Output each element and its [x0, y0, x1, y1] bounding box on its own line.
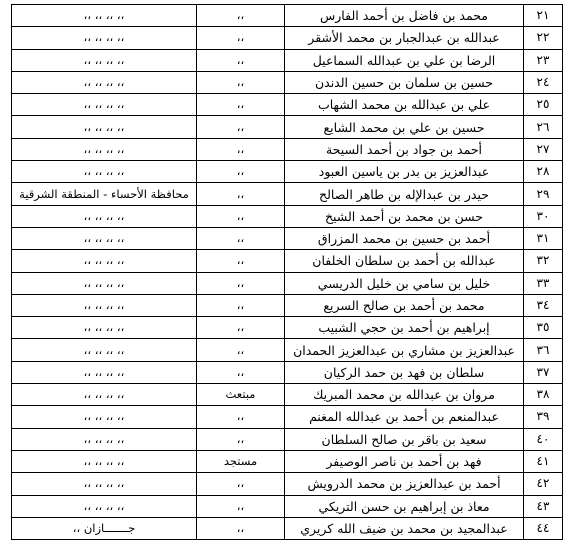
row-number-cell: ٤٢: [524, 473, 563, 495]
row-region-cell: ،، ،، ،، ،،: [12, 450, 197, 472]
row-region-cell: ،، ،، ،، ،،: [12, 227, 197, 249]
row-number-cell: ٣٤: [524, 294, 563, 316]
table-row: [12, 116, 563, 138]
row-number-cell: ٣١: [524, 227, 563, 249]
row-status-cell: ،،: [197, 205, 285, 227]
row-number-cell: ٢٢: [524, 27, 563, 49]
row-number-cell: ٣٦: [524, 339, 563, 361]
row-number-cell: ٤١: [524, 450, 563, 472]
row-region-cell: ،، ،، ،، ،،: [12, 384, 197, 406]
row-region-cell: ،، ،، ،، ،،: [12, 317, 197, 339]
row-region-cell: ،، ،، ،، ،،: [12, 71, 197, 93]
row-region-cell: ،، ،، ،، ،،: [12, 138, 197, 160]
row-name-cell: الرضا بن علي بن عبدالله السماعيل: [285, 49, 524, 71]
row-number-cell: ٣٨: [524, 384, 563, 406]
table-row: [12, 5, 563, 27]
table-row: [12, 406, 563, 428]
row-number-cell: ٢٩: [524, 183, 563, 205]
row-name-cell: إبراهيم بن أحمد بن حجي الشبيب: [285, 317, 524, 339]
row-number-cell: ٢٤: [524, 71, 563, 93]
table-row: [12, 205, 563, 227]
names-table: [11, 4, 563, 540]
row-status-cell: ،،: [197, 49, 285, 71]
row-name-cell: محمد بن أحمد بن صالح السريع: [285, 294, 524, 316]
row-status-cell: ،،: [197, 517, 285, 539]
row-name-cell: سعيد بن باقر بن صالح السلطان: [285, 428, 524, 450]
table-row: [12, 450, 563, 472]
row-region-cell: ،، ،، ،، ،،: [12, 161, 197, 183]
row-status-cell: ،،: [197, 5, 285, 27]
row-region-cell: ،، ،، ،، ،،: [12, 116, 197, 138]
table-row: [12, 71, 563, 93]
row-status-cell: ،،: [197, 317, 285, 339]
row-name-cell: عبدالمنعم بن أحمد بن عبدالله المغنم: [285, 406, 524, 428]
table-row: [12, 94, 563, 116]
row-status-cell: ،،: [197, 250, 285, 272]
row-number-cell: ٣٠: [524, 205, 563, 227]
table-row: [12, 339, 563, 361]
row-number-cell: ٣٩: [524, 406, 563, 428]
table-row: [12, 250, 563, 272]
row-status-cell: ،،: [197, 361, 285, 383]
row-number-cell: ٣٥: [524, 317, 563, 339]
row-name-cell: أحمد بن عبدالعزيز بن محمد الدرويش: [285, 473, 524, 495]
table-row: [12, 428, 563, 450]
row-region-cell: ،، ،، ،، ،،: [12, 428, 197, 450]
row-number-cell: ٢٥: [524, 94, 563, 116]
row-name-cell: فهد بن أحمد بن ناصر الوصيفر: [285, 450, 524, 472]
table-row: [12, 294, 563, 316]
row-name-cell: أحمد بن جواد بن أحمد السيحة: [285, 138, 524, 160]
row-status-cell: مبتعث: [197, 384, 285, 406]
table-row: [12, 361, 563, 383]
row-region-cell: ،، ،، ،، ،،: [12, 473, 197, 495]
row-number-cell: ٢٦: [524, 116, 563, 138]
row-region-cell: ،، ،، ،، ،،: [12, 339, 197, 361]
table-row: [12, 227, 563, 249]
row-status-cell: ،،: [197, 183, 285, 205]
row-region-cell: ،، ،، ،، ،،: [12, 205, 197, 227]
row-name-cell: سلطان بن فهد بن حمد الركيان: [285, 361, 524, 383]
row-region-cell: ،، ،، ،، ،،: [12, 250, 197, 272]
row-region-cell: ،، ،، ،، ،،: [12, 27, 197, 49]
row-status-cell: ،،: [197, 116, 285, 138]
row-region-cell: ،، ،، ،، ،،: [12, 272, 197, 294]
row-status-cell: ،،: [197, 227, 285, 249]
row-name-cell: أحمد بن حسين بن محمد المزراق: [285, 227, 524, 249]
row-name-cell: حسين بن علي بن محمد الشايع: [285, 116, 524, 138]
row-number-cell: ٣٧: [524, 361, 563, 383]
row-status-cell: ،،: [197, 294, 285, 316]
row-number-cell: ٢٣: [524, 49, 563, 71]
row-name-cell: عبدالله بن أحمد بن سلطان الخلفان: [285, 250, 524, 272]
row-region-cell: ،، ،، ،، ،،: [12, 5, 197, 27]
row-status-cell: ،،: [197, 161, 285, 183]
row-status-cell: ،،: [197, 272, 285, 294]
row-region-cell: جـــــــازان ،،: [12, 517, 197, 539]
table-row: [12, 272, 563, 294]
row-status-cell: ،،: [197, 138, 285, 160]
row-region-cell: ،، ،، ،، ،،: [12, 94, 197, 116]
table-row: [12, 161, 563, 183]
row-region-cell: ،، ،، ،، ،،: [12, 495, 197, 517]
row-name-cell: حيدر بن عبدالإله بن طاهر الصالح: [285, 183, 524, 205]
table-row: [12, 473, 563, 495]
table-row: [12, 27, 563, 49]
row-number-cell: ٢١: [524, 5, 563, 27]
table-row: [12, 317, 563, 339]
row-name-cell: عبدالله بن عبدالجبار بن محمد الأشقر: [285, 27, 524, 49]
row-number-cell: ٤٣: [524, 495, 563, 517]
row-region-cell: ،، ،، ،، ،،: [12, 361, 197, 383]
row-number-cell: ٤٠: [524, 428, 563, 450]
names-table-body: [12, 5, 563, 540]
row-status-cell: ،،: [197, 406, 285, 428]
row-status-cell: ،،: [197, 94, 285, 116]
row-status-cell: ،،: [197, 495, 285, 517]
row-name-cell: خليل بن سامي بن خليل الدريسي: [285, 272, 524, 294]
row-name-cell: عبدالعزيز بن بدر بن ياسين العبود: [285, 161, 524, 183]
row-status-cell: ،،: [197, 27, 285, 49]
table-row: [12, 517, 563, 539]
row-status-cell: ،،: [197, 473, 285, 495]
table-row: [12, 138, 563, 160]
row-name-cell: محمد بن فاضل بن أحمد الفارس: [285, 5, 524, 27]
row-status-cell: مستجد: [197, 450, 285, 472]
row-name-cell: عبدالعزيز بن مشاري بن عبدالعزيز الحمدان: [285, 339, 524, 361]
row-region-cell: ،، ،، ،، ،،: [12, 49, 197, 71]
row-number-cell: ٤٤: [524, 517, 563, 539]
row-name-cell: حسين بن سلمان بن حسين الدندن: [285, 71, 524, 93]
row-region-cell: ،، ،، ،، ،،: [12, 294, 197, 316]
row-name-cell: مروان بن عبدالله بن محمد المبريك: [285, 384, 524, 406]
row-number-cell: ٢٧: [524, 138, 563, 160]
row-number-cell: ٢٨: [524, 161, 563, 183]
row-number-cell: ٣٢: [524, 250, 563, 272]
table-row: [12, 183, 563, 205]
row-number-cell: ٣٣: [524, 272, 563, 294]
row-name-cell: عبدالمجيد بن محمد بن ضيف الله كريري: [285, 517, 524, 539]
row-region-cell: محافظة الأحساء - المنطقة الشرقية: [12, 183, 197, 205]
row-status-cell: ،،: [197, 428, 285, 450]
row-name-cell: حسن بن محمد بن أحمد الشيخ: [285, 205, 524, 227]
row-status-cell: ،،: [197, 71, 285, 93]
table-row: [12, 49, 563, 71]
row-region-cell: ،، ،، ،، ،،: [12, 406, 197, 428]
table-row: [12, 384, 563, 406]
row-name-cell: علي بن عبدالله بن محمد الشهاب: [285, 94, 524, 116]
row-name-cell: معاذ بن إبراهيم بن حسن التريكي: [285, 495, 524, 517]
row-status-cell: ،،: [197, 339, 285, 361]
